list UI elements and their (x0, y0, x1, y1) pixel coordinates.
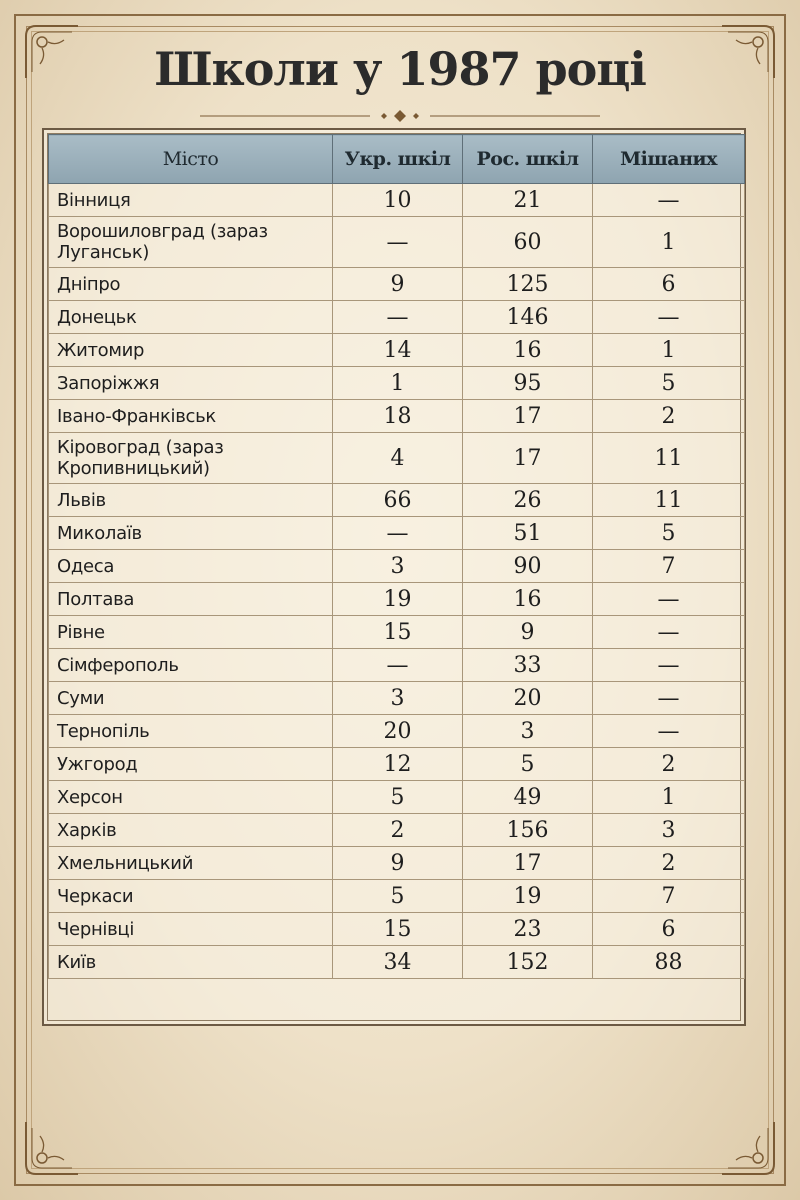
ros-schools-cell: 16 (463, 334, 593, 367)
mixed-schools-cell: 1 (593, 334, 745, 367)
table-row (49, 913, 745, 946)
ros-schools-cell: 9 (463, 616, 593, 649)
ros-schools-cell: 33 (463, 649, 593, 682)
city-cell: Херсон (49, 781, 333, 814)
ukr-schools-cell: 5 (333, 880, 463, 913)
ros-schools-cell: 5 (463, 748, 593, 781)
ukr-schools-cell: 15 (333, 616, 463, 649)
table-row (49, 781, 745, 814)
ukr-schools-cell: 5 (333, 781, 463, 814)
table-body (49, 184, 745, 979)
ros-schools-cell: 49 (463, 781, 593, 814)
table-row (49, 433, 745, 484)
city-cell: Сімферополь (49, 649, 333, 682)
mixed-schools-cell: 88 (593, 946, 745, 979)
mixed-schools-cell: 1 (593, 781, 745, 814)
ros-schools-cell: 152 (463, 946, 593, 979)
city-cell: Миколаїв (49, 517, 333, 550)
ros-schools-cell: 17 (463, 847, 593, 880)
table-row (49, 649, 745, 682)
mixed-schools-cell: 11 (593, 433, 745, 484)
ros-schools-cell: 19 (463, 880, 593, 913)
schools-table (48, 134, 745, 979)
column-header-ros: Рос. шкіл (463, 135, 593, 184)
city-cell: Рівне (49, 616, 333, 649)
mixed-schools-cell: — (593, 301, 745, 334)
city-cell: Житомир (49, 334, 333, 367)
ros-schools-cell: 21 (463, 184, 593, 217)
city-cell: Ужгород (49, 748, 333, 781)
ros-schools-cell: 125 (463, 268, 593, 301)
ros-schools-cell: 23 (463, 913, 593, 946)
mixed-schools-cell: 3 (593, 814, 745, 847)
city-cell: Чернівці (49, 913, 333, 946)
city-cell: Одеса (49, 550, 333, 583)
table-row (49, 367, 745, 400)
mixed-schools-cell: 5 (593, 517, 745, 550)
ukr-schools-cell: — (333, 301, 463, 334)
city-cell: Тернопіль (49, 715, 333, 748)
ukr-schools-cell: — (333, 517, 463, 550)
mixed-schools-cell: 7 (593, 880, 745, 913)
table-row (49, 550, 745, 583)
page-title: Школи у 1987 році (154, 42, 646, 96)
ros-schools-cell: 17 (463, 400, 593, 433)
table-row (49, 301, 745, 334)
ornament-corner-icon (718, 1118, 778, 1178)
ros-schools-cell: 60 (463, 217, 593, 268)
table-row (49, 517, 745, 550)
ukr-schools-cell: 3 (333, 550, 463, 583)
city-cell: Львів (49, 484, 333, 517)
ukr-schools-cell: 10 (333, 184, 463, 217)
city-cell: Кіровоград (зараз Кропивницький) (49, 433, 333, 484)
city-cell: Вінниця (49, 184, 333, 217)
mixed-schools-cell: — (593, 616, 745, 649)
ros-schools-cell: 26 (463, 484, 593, 517)
ukr-schools-cell: 18 (333, 400, 463, 433)
city-cell: Суми (49, 682, 333, 715)
table-row (49, 946, 745, 979)
ornament-divider-icon (160, 108, 640, 124)
ukr-schools-cell: 15 (333, 913, 463, 946)
ukr-schools-cell: — (333, 649, 463, 682)
city-cell: Дніпро (49, 268, 333, 301)
mixed-schools-cell: 2 (593, 400, 745, 433)
column-header-mixed: Мішаних (593, 135, 745, 184)
city-cell: Івано-Франківськ (49, 400, 333, 433)
ukr-schools-cell: 1 (333, 367, 463, 400)
schools-table-frame (42, 128, 746, 1026)
table-row (49, 184, 745, 217)
mixed-schools-cell: — (593, 682, 745, 715)
ros-schools-cell: 20 (463, 682, 593, 715)
mixed-schools-cell: 2 (593, 748, 745, 781)
ukr-schools-cell: 3 (333, 682, 463, 715)
ukr-schools-cell: 9 (333, 268, 463, 301)
ros-schools-cell: 156 (463, 814, 593, 847)
mixed-schools-cell: 11 (593, 484, 745, 517)
mixed-schools-cell: 6 (593, 913, 745, 946)
city-cell: Харків (49, 814, 333, 847)
mixed-schools-cell: — (593, 184, 745, 217)
ukr-schools-cell: 20 (333, 715, 463, 748)
table-row (49, 682, 745, 715)
mixed-schools-cell: 6 (593, 268, 745, 301)
city-cell: Полтава (49, 583, 333, 616)
mixed-schools-cell: — (593, 715, 745, 748)
city-cell: Донецьк (49, 301, 333, 334)
ukr-schools-cell: 12 (333, 748, 463, 781)
table-row (49, 217, 745, 268)
mixed-schools-cell: 2 (593, 847, 745, 880)
table-row (49, 880, 745, 913)
mixed-schools-cell: — (593, 649, 745, 682)
table-row (49, 616, 745, 649)
table-row (49, 400, 745, 433)
mixed-schools-cell: 1 (593, 217, 745, 268)
city-cell: Запоріжжя (49, 367, 333, 400)
ros-schools-cell: 90 (463, 550, 593, 583)
column-header-city: Місто (49, 135, 333, 184)
ukr-schools-cell: 19 (333, 583, 463, 616)
ros-schools-cell: 16 (463, 583, 593, 616)
ukr-schools-cell: 9 (333, 847, 463, 880)
city-cell: Хмельницький (49, 847, 333, 880)
ukr-schools-cell: 2 (333, 814, 463, 847)
table-header-row (49, 135, 745, 184)
city-cell: Київ (49, 946, 333, 979)
ukr-schools-cell: 14 (333, 334, 463, 367)
ukr-schools-cell: 66 (333, 484, 463, 517)
ukr-schools-cell: — (333, 217, 463, 268)
table-row (49, 583, 745, 616)
table-row (49, 268, 745, 301)
table-row (49, 748, 745, 781)
ros-schools-cell: 95 (463, 367, 593, 400)
city-cell: Черкаси (49, 880, 333, 913)
ros-schools-cell: 146 (463, 301, 593, 334)
city-cell: Ворошиловград (зараз Луганськ) (49, 217, 333, 268)
mixed-schools-cell: — (593, 583, 745, 616)
ros-schools-cell: 51 (463, 517, 593, 550)
table-row (49, 484, 745, 517)
mixed-schools-cell: 7 (593, 550, 745, 583)
column-header-ukr: Укр. шкіл (333, 135, 463, 184)
ukr-schools-cell: 4 (333, 433, 463, 484)
ros-schools-cell: 3 (463, 715, 593, 748)
mixed-schools-cell: 5 (593, 367, 745, 400)
table-row (49, 814, 745, 847)
ukr-schools-cell: 34 (333, 946, 463, 979)
table-row (49, 715, 745, 748)
ornament-corner-icon (22, 1118, 82, 1178)
table-row (49, 334, 745, 367)
ros-schools-cell: 17 (463, 433, 593, 484)
table-row (49, 847, 745, 880)
